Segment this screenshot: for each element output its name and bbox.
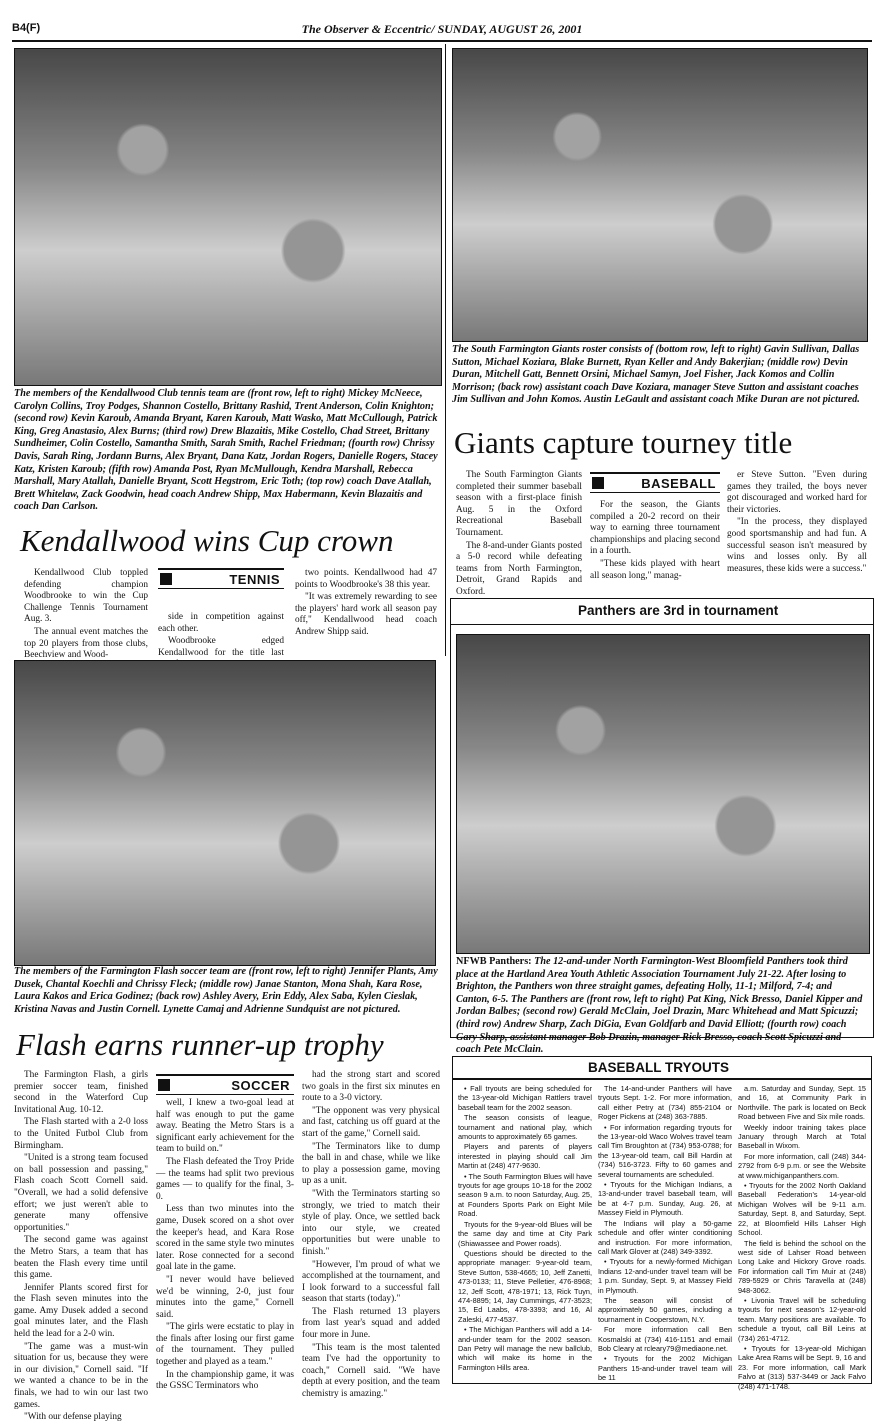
paragraph: The season consists of league, tournament and national play, which amounts to approximately 65 games. — [458, 1113, 592, 1142]
tag-square-icon — [592, 477, 604, 489]
flash-headline: Flash earns runner-up trophy — [16, 1027, 384, 1062]
paragraph: For more information call Ben Kosmalski at (734) 416-1151 and email Bob Cleary at rcleary79@mediaone.net. — [598, 1325, 732, 1353]
paragraph: Kendallwood Club toppled defending champion Woodbrooke to win the Cup Challenge Tennis Tournament Aug. 3. — [24, 568, 148, 625]
panthers-rule — [450, 624, 874, 625]
paragraph: "This team is the most talented team I've had the opportunity to coach," Cornell said. "We have depth at every position, and the team chemistry is amazing." — [302, 1342, 440, 1400]
tennis-photo-caption: The members of the Kendallwood Club tennis team are (front row, left to right) Mickey McNeece, Carolyn Collins, Troy Podges, Shannon Costello, Brittany Rashid, Trent Anderson, Colin Knighton; (second row) Kevin Karoub, Amanda Bryant, Karen Karoub, Matt Wasko, Matt McCullough, Patrick King, Greg Anastasio, Alex Burns; (third row) Drew Blazaitis, Mike Costello, Chad Street, Brittany Sundheimer, Colin Costello, Samantha Smith, Sarah Smith, Rachel Friedman; (fourth row) Chrissy Davis, Sarah Ring, Jordann Burns, Alex Bryant, Dana Katz, Jordan Rogers, Danielle Rogers, Stacey Katz, Kristen Karoub; (fifth row) Amanda Post, Ryan McMullough, Kendra Marshall, Rebecca Marshall, Mary Atallah, Danielle Bryant, Scott Hegstrom, Eric Toth; (top row) coach Dave Atallah, Brett Whitelaw, Zack Goodwin, head coach Andrew Shipp, Max Habermann, Kevin Blazaitis and coach Dan Carlson. — [14, 388, 438, 513]
giants-photo-caption: The South Farmington Giants roster consists of (bottom row, left to right) Gavin Sullivan, Dallas Sutton, Michael Koziara, Blake Burnett, Ryan Keller and Andy Bakerjian; (middle row) Devin Duran, Mitchell Gatt, Bennett Orsini, Michael Samyn, Joel Fisher, Jack Komos and Collin Morrison; (back row) assistant coach Dave Koziara, manager Steve Sutton and assistant coaches Jim Sullivan and John Komos. Austin LeGault and assistant coach Mike Duran are not pictured. — [452, 344, 860, 406]
paragraph: Questions should be directed to the appropriate manager: 9-year-old team, Steve Sutton, 538-4665; 10, Jeff Zanetti, 473-0133; 11, Steve Pelletier, 476-8968; 12, Jeff Scott, 478-1971; 13, Rick Tuyn, 474-8895; 14, Jay Cummings, 477-3523; 15, Ed Laabs, 478-3393; and 16, Al Zaleski, 477-4537. — [458, 1248, 592, 1324]
paragraph: er Steve Sutton. "Even during games they trailed, the boys never got discouraged and worked hard for their victories. — [727, 470, 867, 515]
paragraph: • Tryouts for the 2002 North Oakland Baseball Federation's 14-year-old Michigan Wolves will be 9-11 a.m. Saturday, Sept. 8, and Saturday, Sept. 22, at Bloomfield Hills Lahser High School. — [738, 1181, 866, 1238]
flash-team-photo — [14, 660, 436, 966]
flash-photo-caption: The members of the Farmington Flash soccer team are (front row, left to right) Jennifer Plants, Amy Dusek, Chantal Koechli and Chrissy Fleck; (middle row) Janae Stanton, Mona Shah, Kara Rose, Laura Kakos and Erica Godinez; (back row) Ashley Avery, Erin Eddy, Alex Saba, Kylen Cieslak, Kristina Navas and Justin Cornell. Lynette Camaj and Adrienne Sundquist are not pictured. — [14, 966, 438, 1015]
paragraph: two points. Kendallwood had 47 points to Woodbrooke's 38 this year. — [295, 568, 437, 590]
tennis-team-photo — [14, 48, 442, 386]
giants-col-3 — [727, 470, 867, 574]
paragraph: "The Terminators like to dump the ball in and chase, while we like to play a possession game, moving up as a unit. — [302, 1141, 440, 1187]
paragraph: well, I knew a two-goal lead at half was enough to put the game away. Beating the Metro Stars is a significant early achievement for the team to build on." — [156, 1098, 294, 1155]
paragraph: • Tryouts for a newly-formed Michigan Indians 12-and-under travel team will be 1 p.m. Sunday, Sept. 9, at Massey Field in Plymouth. — [598, 1257, 732, 1295]
giants-headline: Giants capture tourney title — [454, 425, 793, 460]
tennis-col-1 — [24, 568, 148, 661]
tryouts-rule — [452, 1078, 872, 1080]
paragraph: The annual event matches the top 20 players from those clubs, Beechview and Wood- — [24, 626, 148, 661]
paragraph: Less than two minutes into the game, Dusek scored on a shot over the keeper's head, and Kara Rose scored in the same style two minutes later. Rose connected for a second goal late in the game. — [156, 1204, 294, 1273]
flash-col-2 — [156, 1098, 294, 1392]
paragraph: • For information regarding tryouts for the 13-year-old Waco Wolves travel team call Tim Broughton at (734) 953-0788; for the 13-year-old team, call Bill Hardin at (734) 516-3723. Fifty to 60 games and several tournaments are scheduled. — [598, 1122, 732, 1179]
paragraph: "However, I'm proud of what we accomplished at the tournament, and I look forward to a successful fall season that starts (today)." — [302, 1259, 440, 1305]
giants-col-1 — [456, 470, 582, 597]
flash-sport-tag — [156, 1074, 294, 1095]
column-rule — [445, 44, 446, 656]
paragraph: • Livonia Travel will be scheduling tryouts for next season's 12-year-old team. Many positions are available. To schedule a tryout, call Bill Leins at (734) 261-4712. — [738, 1295, 866, 1343]
paragraph: a.m. Saturday and Sunday, Sept. 15 and 16, at Community Park in Northville. The park is located on Beck Road between Five and Six mile roads. — [738, 1084, 866, 1122]
panthers-photo-caption — [456, 956, 868, 1056]
paragraph: "United is a strong team focused on ball possession and passing," Flash coach Scott Cornell said. "Overall, we had a solid defensive effort; we just weren't able to generate many offensive opportunities." — [14, 1153, 148, 1233]
caption-text: The 12-and-under North Farmington-West Bloomfield Panthers took third place at the Hartland Area Youth Athletic Association Tournament July 21-22. After losing to Brighton, the Panthers won three straight games, defeating Holly, 11-1; Milford, 7-4; and Canton, 6-5. The Panthers are (front row, left to right) Pat King, Nick Bresso, Daniel Kipper and Jordan Balbes; (second row) Gerald McClain, Joel Drazin, Marc Whitehead and Matt Spicuzzi; (third row) Andrew Sharp, Zach DiGia, Evan Goldfarb and David Elliott; (fourth row) coach Gary Sharp, assistant manager Bob Drazin, manager Rick Bresso, coach Scott Spicuzzi and coach Pete McClain. — [456, 956, 863, 1056]
paragraph: "The game was a must-win situation for us, because they were in our division," Cornell said. "If we wanted a chance to be in the finals, we had to win our last two games. — [14, 1341, 148, 1410]
paragraph: For the season, the Giants compiled a 20-2 record on their way to earning three tournament championships and placing second in a fourth. — [590, 500, 720, 557]
paragraph: "The girls were ecstatic to play in the finals after losing our first game of the tournament. They pulled together and played as a team." — [156, 1322, 294, 1368]
paragraph: • Tryouts for the Michigan Indians, a 13-and-under travel baseball team, will be at 4-7 p.m. Sunday, Aug. 26, at Massey Field in Plymouth. — [598, 1180, 732, 1218]
tennis-sport-tag — [158, 568, 284, 589]
paper-dateline: The Observer & Eccentric/ SUNDAY, AUGUST 26, 2001 — [301, 22, 583, 36]
paragraph: "It was extremely rewarding to see the players' hard work all season pay off," Kendallwood head coach Andrew Shipp said. — [295, 592, 437, 637]
paragraph: side in competition against each other. — [158, 612, 284, 634]
paragraph: "With our defense playing — [24, 1412, 122, 1423]
paragraph: • Tryouts for the 2002 Michigan Panthers 15-and-under travel team will be 11 — [598, 1354, 732, 1383]
page-header — [12, 22, 872, 42]
tryouts-title: BASEBALL TRYOUTS — [588, 1060, 730, 1075]
paragraph: "In the process, they displayed good sportsmanship and had fun. A successful season isn't measured by wins and losses only. By all measures, these kids were a success." — [727, 517, 867, 574]
flash-col-3 — [302, 1070, 440, 1400]
paragraph: The Indians will play a 50-game schedule and offer winter conditioning and instruction. For more information, call Mark Glover at (248) 349-3392. — [598, 1218, 732, 1256]
giants-team-photo — [452, 48, 868, 342]
tryouts-col-3 — [738, 1084, 866, 1391]
tag-label: TENNIS — [229, 571, 280, 587]
tryouts-col-1 — [458, 1084, 592, 1380]
paragraph: Players and parents of players interested in playing should call Jim Martin at (248) 477-9630. — [458, 1142, 592, 1171]
paragraph: "I never would have believed we'd be winning, 2-0, just four minutes into the game," Cornell said. — [156, 1274, 294, 1320]
paragraph: Woodbrooke edged Kendallwood for the title last — [158, 636, 284, 658]
paragraph: The season will consist of approximately 50 games, including a tournament in Cooperstown, N.Y. — [598, 1295, 732, 1324]
paragraph: In the championship game, it was the GSSC Terminators who — [156, 1369, 294, 1392]
paragraph: • The South Farmington Blues will have tryouts for age groups 10-18 for the 2002 season 9 a.m. to noon Saturday, Aug. 25, at Founders Sports Park on Eight Mile Road. — [458, 1171, 592, 1219]
page-number: B4(F) — [12, 22, 41, 34]
paragraph: • The Michigan Panthers will add a 14-and-under team for the 2002 season. Dan Petry will manage the new ballclub, which will make its home in the Farmington Hills area. — [458, 1325, 592, 1372]
tennis-col-2 — [158, 612, 284, 658]
paragraph: had the strong start and scored two goals in the first six minutes en route to a 3-0 victory. — [302, 1070, 440, 1104]
paragraph: "The opponent was very physical and fast, catching us off guard at the start of the game," Cornell said. — [302, 1105, 440, 1139]
paragraph: The Flash started with a 2-0 loss to the United Futbol Club from Birmingham. — [14, 1117, 148, 1151]
tag-label: SOCCER — [231, 1077, 290, 1093]
panthers-headline: Panthers are 3rd in tournament — [578, 603, 779, 618]
paragraph: Weekly indoor training takes place January through March at Total Baseball in Wixom. — [738, 1122, 866, 1151]
tag-square-icon — [160, 573, 172, 585]
paragraph: The 14-and-under Panthers will have tryouts Sept. 1-2. For more information, call either Petry at (734) 855-2104 or Roger Pickens at (248) 363-7885. — [598, 1084, 732, 1122]
paragraph: The South Farmington Giants completed their summer baseball season with a first-place finish Aug. 5 in the Oxford Recreational Baseball Tournament. — [456, 470, 582, 538]
caption-lead: NFWB Panthers: — [456, 956, 532, 967]
giants-sport-tag — [590, 472, 720, 493]
tennis-col-3 — [295, 568, 437, 654]
paragraph: The Farmington Flash, a girls premier soccer team, finished second in the Waterford Cup Invitational Aug. 10-12. — [14, 1070, 148, 1115]
flash-col-1 — [14, 1070, 148, 1423]
paragraph: The field is behind the school on the west side of Lahser Road between Long Lake and Hickory Grove roads. For information call Tim Muir at (248) 789-5929 or Chris Taravella at (248) 948-3062. — [738, 1238, 866, 1295]
panthers-team-photo — [456, 634, 870, 954]
paragraph: "These kids played with heart all season long," manag- — [590, 558, 720, 581]
paragraph: The 8-and-under Giants posted a 5-0 record while defeating teams from North Farmington, Detroit, Grand Rapids and Oxford. — [456, 540, 582, 597]
tag-square-icon — [158, 1079, 170, 1091]
paragraph: • Fall tryouts are being scheduled for the 13-year-old Michigan Rattlers travel baseball team for the 2002 season. — [458, 1084, 592, 1112]
paragraph: "With the Terminators starting so strongly, we tried to match their style of play. Once, we settled back into our style, we created opportunities but were unable to finish." — [302, 1188, 440, 1257]
paragraph: The Flash returned 13 players from last year's squad and added four more in June. — [302, 1306, 440, 1341]
paragraph: For more information, call (248) 344-2792 from 6-9 p.m. or see the Website at www.michiganpanthers.com. — [738, 1151, 866, 1180]
tryouts-col-2 — [598, 1084, 732, 1383]
paragraph: Tryouts for the 9-year-old Blues will be the same day and time at City Park (Shiawassee and Power roads). — [458, 1219, 592, 1248]
tennis-headline: Kendallwood wins Cup crown — [20, 523, 394, 558]
giants-col-2 — [590, 500, 720, 590]
tag-label: BASEBALL — [641, 475, 716, 491]
paragraph: The second game was against the Metro Stars, a team that has beaten the Flash every time until this game. — [14, 1235, 148, 1281]
paragraph: Jennifer Plants scored first for the Flash seven minutes into the game. Amy Dusek added a second goal minutes later, and the Flash held the lead for a 2-0 win. — [14, 1282, 148, 1340]
paragraph: • Tryouts for 13-year-old Michigan Lake Area Rams will be Sept. 9, 16 and 23. For more information, call Mark Falvo at (313) 537-3449 or Jack Falvo (248) 471-1748. — [738, 1343, 866, 1391]
paragraph: The Flash defeated the Troy Pride — the teams had split two previous games — to qualify for the final, 3-0. — [156, 1156, 294, 1202]
